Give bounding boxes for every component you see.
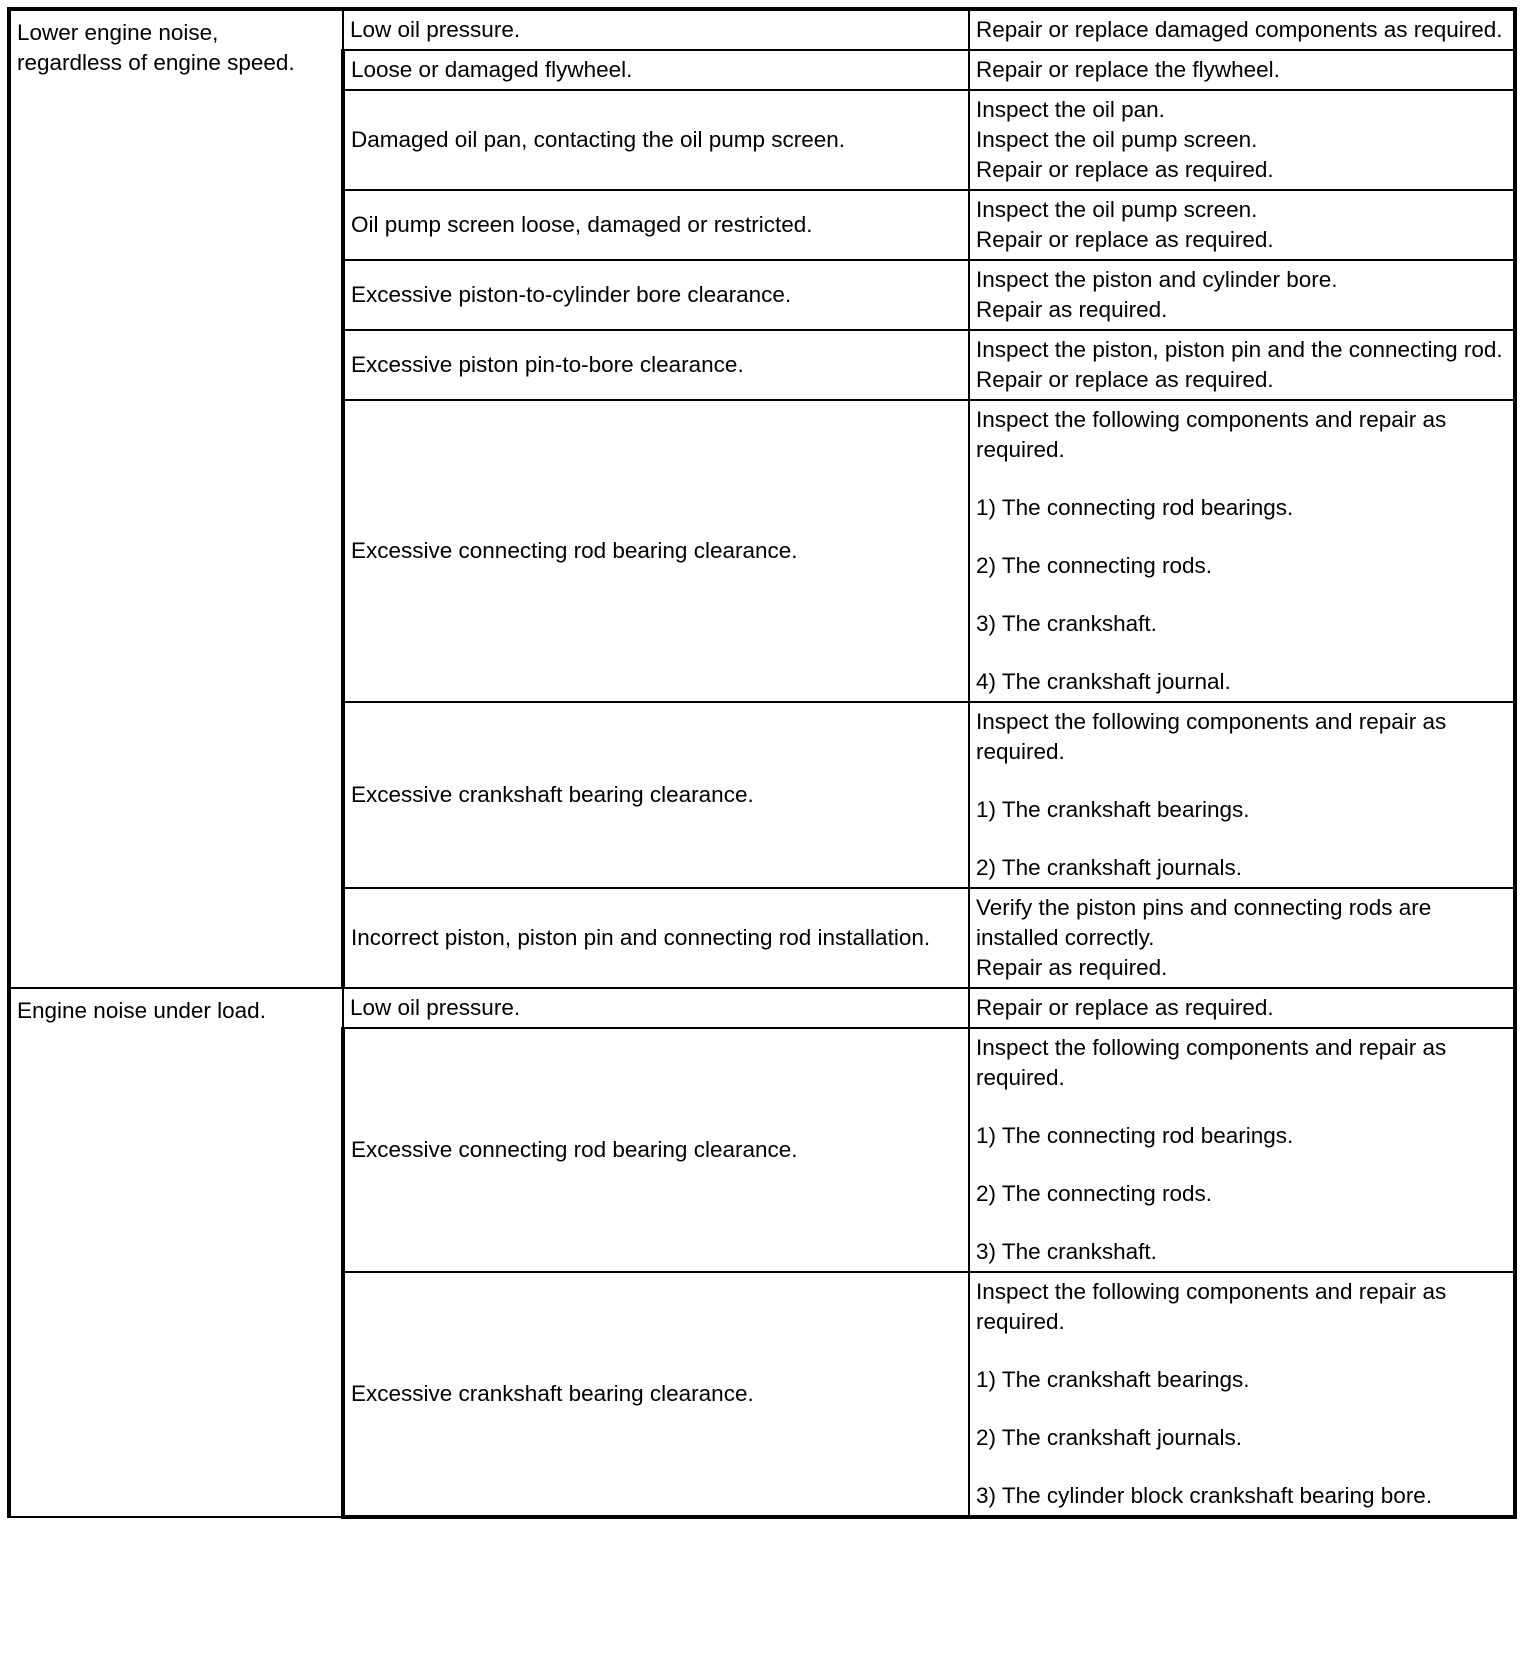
action-list-item: 1) The crankshaft bearings. (976, 1367, 1250, 1392)
cause-text: Low oil pressure. (350, 995, 521, 1020)
action-cell (969, 988, 1515, 1028)
cause-cell (343, 988, 969, 1028)
action-cell (969, 190, 1515, 260)
action-list-item: 2) The crankshaft journals. (976, 1425, 1242, 1450)
cause-cell (343, 330, 969, 400)
action-line: Repair or replace as required. (976, 227, 1274, 252)
action-line: Repair or replace as required. (976, 367, 1274, 392)
cause-text: Excessive connecting rod bearing clearance. (351, 538, 798, 563)
action-line: Inspect the following components and repair as required. (976, 709, 1453, 764)
cause-cell (343, 702, 969, 888)
cause-text: Low oil pressure. (350, 17, 521, 42)
cause-text: Incorrect piston, piston pin and connecting rod installation. (351, 925, 931, 950)
action-list-item: 3) The crankshaft. (976, 1239, 1157, 1264)
action-line: Inspect the piston and cylinder bore. (976, 267, 1338, 292)
action-list-item: 1) The connecting rod bearings. (976, 1123, 1294, 1148)
action-line: Inspect the oil pan. (976, 97, 1165, 122)
action-cell (969, 888, 1515, 988)
action-cell (969, 330, 1515, 400)
action-list-item: 2) The crankshaft journals. (976, 855, 1242, 880)
action-line: Inspect the oil pump screen. (976, 127, 1258, 152)
cause-cell (343, 400, 969, 702)
cause-text: Damaged oil pan, contacting the oil pump screen. (351, 127, 846, 152)
action-cell (969, 50, 1515, 90)
cause-text: Loose or damaged flywheel. (351, 57, 633, 82)
cause-text: Excessive piston-to-cylinder bore clearance. (351, 282, 792, 307)
action-line: Verify the piston pins and connecting rods are installed correctly. (976, 895, 1438, 950)
cause-text: Excessive piston pin-to-bore clearance. (351, 352, 744, 377)
cause-cell (343, 1028, 969, 1272)
action-cell (969, 260, 1515, 330)
action-line: Repair or replace as required. (976, 995, 1274, 1020)
condition-text: Lower engine noise, regardless of engine speed. (17, 20, 295, 75)
action-cell (969, 1272, 1515, 1517)
action-list-item: 2) The connecting rods. (976, 1181, 1212, 1206)
action-list-item: 3) The crankshaft. (976, 611, 1157, 636)
condition-text: Engine noise under load. (17, 998, 266, 1023)
action-line: Repair as required. (976, 297, 1168, 322)
action-line: Repair or replace as required. (976, 157, 1274, 182)
action-cell (969, 702, 1515, 888)
cause-cell (343, 90, 969, 190)
cause-cell (343, 1272, 969, 1517)
action-list-item: 1) The crankshaft bearings. (976, 797, 1250, 822)
action-line: Inspect the following components and repair as required. (976, 1279, 1453, 1334)
action-cell (969, 400, 1515, 702)
condition-cell (9, 9, 343, 988)
action-line: Inspect the following components and repair as required. (976, 1035, 1453, 1090)
table-row (9, 988, 1515, 1028)
action-cell (969, 9, 1515, 50)
action-line: Inspect the piston, piston pin and the connecting rod. (976, 337, 1503, 362)
action-list-item: 3) The cylinder block crankshaft bearing bore. (976, 1483, 1433, 1508)
cause-cell (343, 888, 969, 988)
action-line: Repair as required. (976, 955, 1168, 980)
table-row (9, 9, 1515, 50)
cause-cell (343, 50, 969, 90)
action-line: Inspect the following components and repair as required. (976, 407, 1453, 462)
diagnostic-table (7, 7, 1517, 1519)
action-cell (969, 1028, 1515, 1272)
action-line: Inspect the oil pump screen. (976, 197, 1258, 222)
action-line: Repair or replace the flywheel. (976, 57, 1280, 82)
cause-cell (343, 260, 969, 330)
cause-cell (343, 9, 969, 50)
action-list-item: 1) The connecting rod bearings. (976, 495, 1294, 520)
cause-text: Excessive connecting rod bearing clearance. (351, 1137, 798, 1162)
action-line: Repair or replace damaged components as required. (976, 17, 1503, 42)
cause-text: Oil pump screen loose, damaged or restricted. (351, 212, 813, 237)
action-cell (969, 90, 1515, 190)
condition-cell (9, 988, 343, 1517)
action-list-item: 4) The crankshaft journal. (976, 669, 1231, 694)
action-list-item: 2) The connecting rods. (976, 553, 1212, 578)
cause-text: Excessive crankshaft bearing clearance. (351, 782, 754, 807)
diagnostic-table-body (9, 9, 1515, 1517)
cause-text: Excessive crankshaft bearing clearance. (351, 1381, 754, 1406)
cause-cell (343, 190, 969, 260)
